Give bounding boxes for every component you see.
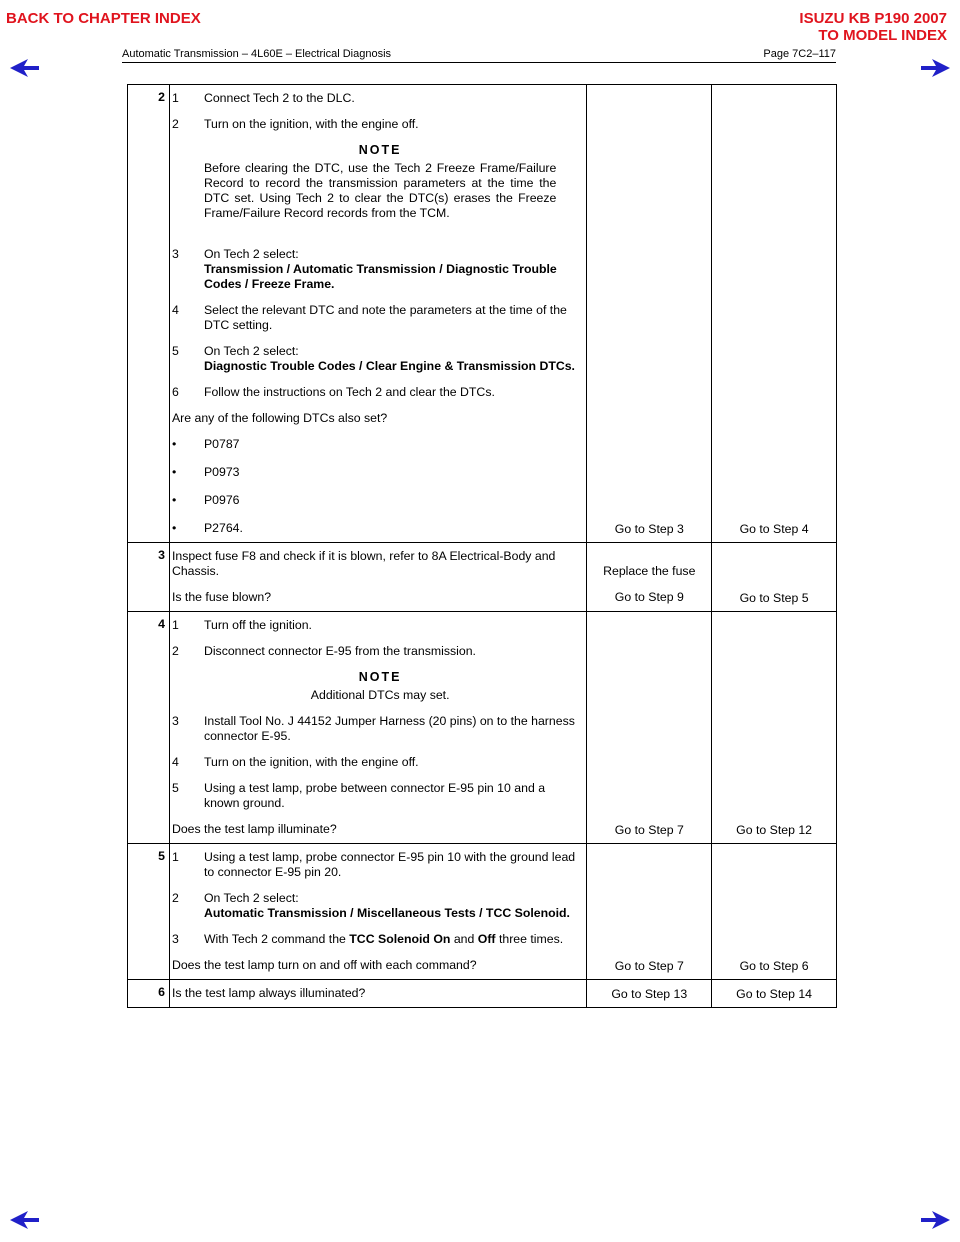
bullet-icon: • [171,521,177,535]
item-text: On Tech 2 select: [203,344,299,358]
item-text: With Tech 2 command the [203,932,350,946]
tech2-menu-path: Automatic Transmission / Miscellaneous Tests / TCC Solenoid. [203,906,570,920]
item-text: Select the relevant DTC and note the parameters at the time of the DTC setting. [203,303,567,332]
note-heading: NOTE [358,143,402,157]
step-question: Does the test lamp turn on and off with each command? [171,958,477,972]
note-heading: NOTE [358,670,402,684]
prev-page-arrow-icon[interactable] [10,58,40,78]
item-number: 6 [171,385,179,399]
step-action [169,85,586,543]
command-name: Off [477,932,496,946]
item-number: 3 [171,932,179,946]
item-text: Turn off the ignition. [203,618,312,632]
item-number: 1 [171,850,179,864]
tech2-menu-path: Diagnostic Trouble Codes / Clear Engine & Transmission DTCs. [203,359,575,373]
header-section-title: Automatic Transmission – 4L60E – Electrical Diagnosis [122,48,392,60]
header-divider [122,62,836,63]
tech2-menu-path: Transmission / Automatic Transmission / Diagnostic Trouble Codes / Freeze Frame. [203,262,557,291]
model-title-link[interactable]: ISUZU KB P190 2007 [799,10,947,27]
step-question: Is the test lamp always illuminated? [171,986,366,1000]
step-question: Does the test lamp illuminate? [171,822,337,836]
table-row [128,85,837,543]
item-text: Turn on the ignition, with the engine off. [203,117,419,131]
note-block [204,670,556,703]
step-number: 6 [128,980,170,1008]
step-number: 5 [128,844,170,980]
item-text: Disconnect connector E-95 from the transmission. [203,644,476,658]
step-number: 3 [128,543,170,612]
step-number: 4 [128,612,170,844]
item-number: 3 [171,247,179,261]
yes-action [587,543,712,612]
yes-action: Go to Step 13 [587,980,712,1008]
dtc-code: P0787 [203,437,240,451]
bullet-icon: • [171,465,177,479]
item-text: Using a test lamp, probe connector E-95 pin 10 with the ground lead to connector E-95 pin 20. [203,850,576,879]
item-number: 5 [171,344,179,358]
no-action: Go to Step 12 [712,612,837,844]
yes-action: Go to Step 7 [587,612,712,844]
command-name: TCC Solenoid On [349,932,451,946]
yes-action-goto: Go to Step 9 [614,590,684,604]
dtc-code: P2764. [203,521,243,535]
step-action [169,844,586,980]
table-row [128,844,837,980]
item-number: 4 [171,303,179,317]
item-text: Connect Tech 2 to the DLC. [203,91,355,105]
yes-action-note: Replace the fuse [603,564,696,578]
table-row [128,543,837,612]
item-number: 2 [171,117,179,131]
item-number: 1 [171,91,179,105]
item-number: 3 [171,714,179,728]
step-number: 2 [128,85,170,543]
item-number: 5 [171,781,179,795]
no-action: Go to Step 5 [712,543,837,612]
note-body: Additional DTCs may set. [310,688,450,702]
next-page-arrow-icon[interactable] [920,58,950,78]
yes-action: Go to Step 7 [587,844,712,980]
note-body: Before clearing the DTC, use the Tech 2 Freeze Frame/Failure Record to record the transmission parameters at the time the DTC set. Using Tech 2 to clear the DTC(s) erases the Freeze Frame/Failure Record records from the TCM. [203,161,557,220]
model-index-block [799,10,947,44]
next-page-arrow-bottom-icon[interactable] [920,1210,950,1230]
table-row [128,612,837,844]
item-text: On Tech 2 select: [203,247,299,261]
note-block [204,143,556,221]
item-text: Turn on the ignition, with the engine off. [203,755,419,769]
step-action [169,980,586,1008]
back-to-chapter-index-link[interactable]: BACK TO CHAPTER INDEX [6,10,201,27]
diagnostic-steps-table [127,84,837,1008]
yes-action: Go to Step 3 [587,85,712,543]
item-number: 1 [171,618,179,632]
step-action [169,612,586,844]
step-action [169,543,586,612]
header-page-number: Page 7C2–117 [763,48,836,60]
item-text: three times. [495,932,564,946]
to-model-index-link[interactable]: TO MODEL INDEX [818,27,947,44]
bullet-icon: • [171,493,177,507]
no-action: Go to Step 6 [712,844,837,980]
item-text: Install Tool No. J 44152 Jumper Harness (20 pins) on to the harness connector E-95. [203,714,575,743]
dtc-code: P0973 [203,465,240,479]
no-action: Go to Step 14 [712,980,837,1008]
dtc-code: P0976 [203,493,240,507]
item-number: 2 [171,644,179,658]
item-text: and [450,932,478,946]
item-number: 4 [171,755,179,769]
no-action: Go to Step 4 [712,85,837,543]
table-row [128,980,837,1008]
bullet-icon: • [171,437,177,451]
step-question: Are any of the following DTCs also set? [171,411,388,425]
step-question: Is the fuse blown? [171,590,272,604]
step-text: Inspect fuse F8 and check if it is blown, refer to 8A Electrical-Body and Chassis. [171,549,556,578]
item-text: Using a test lamp, probe between connector E-95 pin 10 and a known ground. [203,781,546,810]
item-number: 2 [171,891,179,905]
item-text: On Tech 2 select: [203,891,299,905]
item-text: Follow the instructions on Tech 2 and clear the DTCs. [203,385,495,399]
prev-page-arrow-bottom-icon[interactable] [10,1210,40,1230]
